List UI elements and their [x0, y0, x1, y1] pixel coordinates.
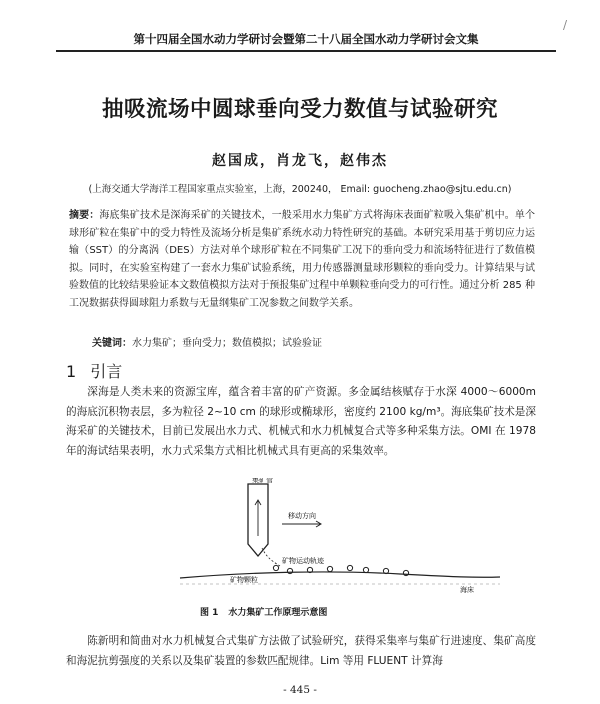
header-rule: [56, 50, 556, 52]
affiliation: (上海交通大学海洋工程国家重点实验室，上海，200240， Email: guocheng.zhao@sjtu.edu.cn): [88, 184, 512, 195]
section-number: 1: [66, 362, 77, 381]
corner-mark: /: [563, 18, 568, 32]
keywords-text: 水力集矿；垂向受力；数值模拟；试验验证: [132, 338, 322, 349]
label-nodules: 矿物颗粒: [230, 576, 258, 584]
seabed-line: [180, 572, 500, 578]
label-trajectory: 矿物运动轨迹: [282, 557, 324, 565]
section-title: 引言: [90, 362, 123, 381]
label-head: 集矿管: [252, 478, 273, 484]
authors: 赵国成，肖龙飞，赵伟杰: [212, 153, 388, 169]
abstract: [69, 207, 535, 312]
figure-number: 图 1: [200, 608, 219, 618]
page-number: - 445 -: [283, 684, 317, 696]
label-direction: 移动方向: [288, 512, 316, 520]
body-paragraph-1: 深海是人类未来的资源宝库，蕴含着丰富的矿产资源。多金属结核赋存于水深 4000～6000m 的海底沉积物表层，多为粒径 2~10 cm 的球形或椭球形，密度约 2100 kg/m³。海底集矿技术是深海采矿的关键技术，目前已发展出水力式、机械式和水力机械复合式等多种采集方法。OMI 在 1978 年的海试结果表明，水力式采集方式相比机械式具有更高的采集效率。: [66, 386, 536, 457]
trajectory-line: [262, 548, 280, 566]
abstract-text: 海底集矿技术是深海采矿的关键技术，一般采用水力集矿方式将海床表面矿粒吸入集矿机中。单个球形矿粒在集矿中的受力特性及流场分析是集矿系统水动力特性研究的基础。本研究采用基于剪切应力运输（SST）的分离涡（DES）方法对单个球形矿粒在不同集矿工况下的垂向受力和流场特征进行了数值模拟。同时，在实验室构建了一套水力集矿试验系统，用力传感器测量球形颗粒的垂向受力。计算结果与试验数值的比较结果验证本文数值模拟方法对于预报集矿过程中单颗粒垂向受力的可行性。通过分析 285 种工况数据获得圆球阻力系数与无量纲集矿工况参数之间数学关系。: [69, 210, 536, 309]
nodule: [287, 568, 292, 573]
paper-title: 抽吸流场中圆球垂向受力数值与试验研究: [101, 97, 498, 122]
abstract-label: 摘要：: [69, 210, 100, 221]
figure-1: [170, 478, 510, 598]
body-paragraph-2: 陈新明和简曲对水力机械复合式集矿方法做了试验研究，获得采集率与集矿行进速度、集矿高度和海泥抗剪强度的关系以及集矿装置的参数匹配规律。Lim 等用 FLUENT 计算海: [66, 635, 536, 667]
section-heading: [66, 359, 122, 382]
nodule: [347, 565, 352, 570]
running-header: 第十四届全国水动力学研讨会暨第二十八届全国水动力学研讨会文集: [133, 32, 479, 46]
nodule: [273, 565, 278, 570]
nodule: [363, 567, 368, 572]
figure-caption: [200, 605, 400, 618]
nodule: [327, 566, 332, 571]
label-seabed: 海床: [460, 586, 474, 594]
keywords-label: 关键词：: [92, 338, 132, 349]
keywords: [92, 334, 532, 349]
collector-diagram: [170, 478, 510, 598]
figure-caption-text: 水力集矿工作原理示意图: [228, 608, 328, 618]
